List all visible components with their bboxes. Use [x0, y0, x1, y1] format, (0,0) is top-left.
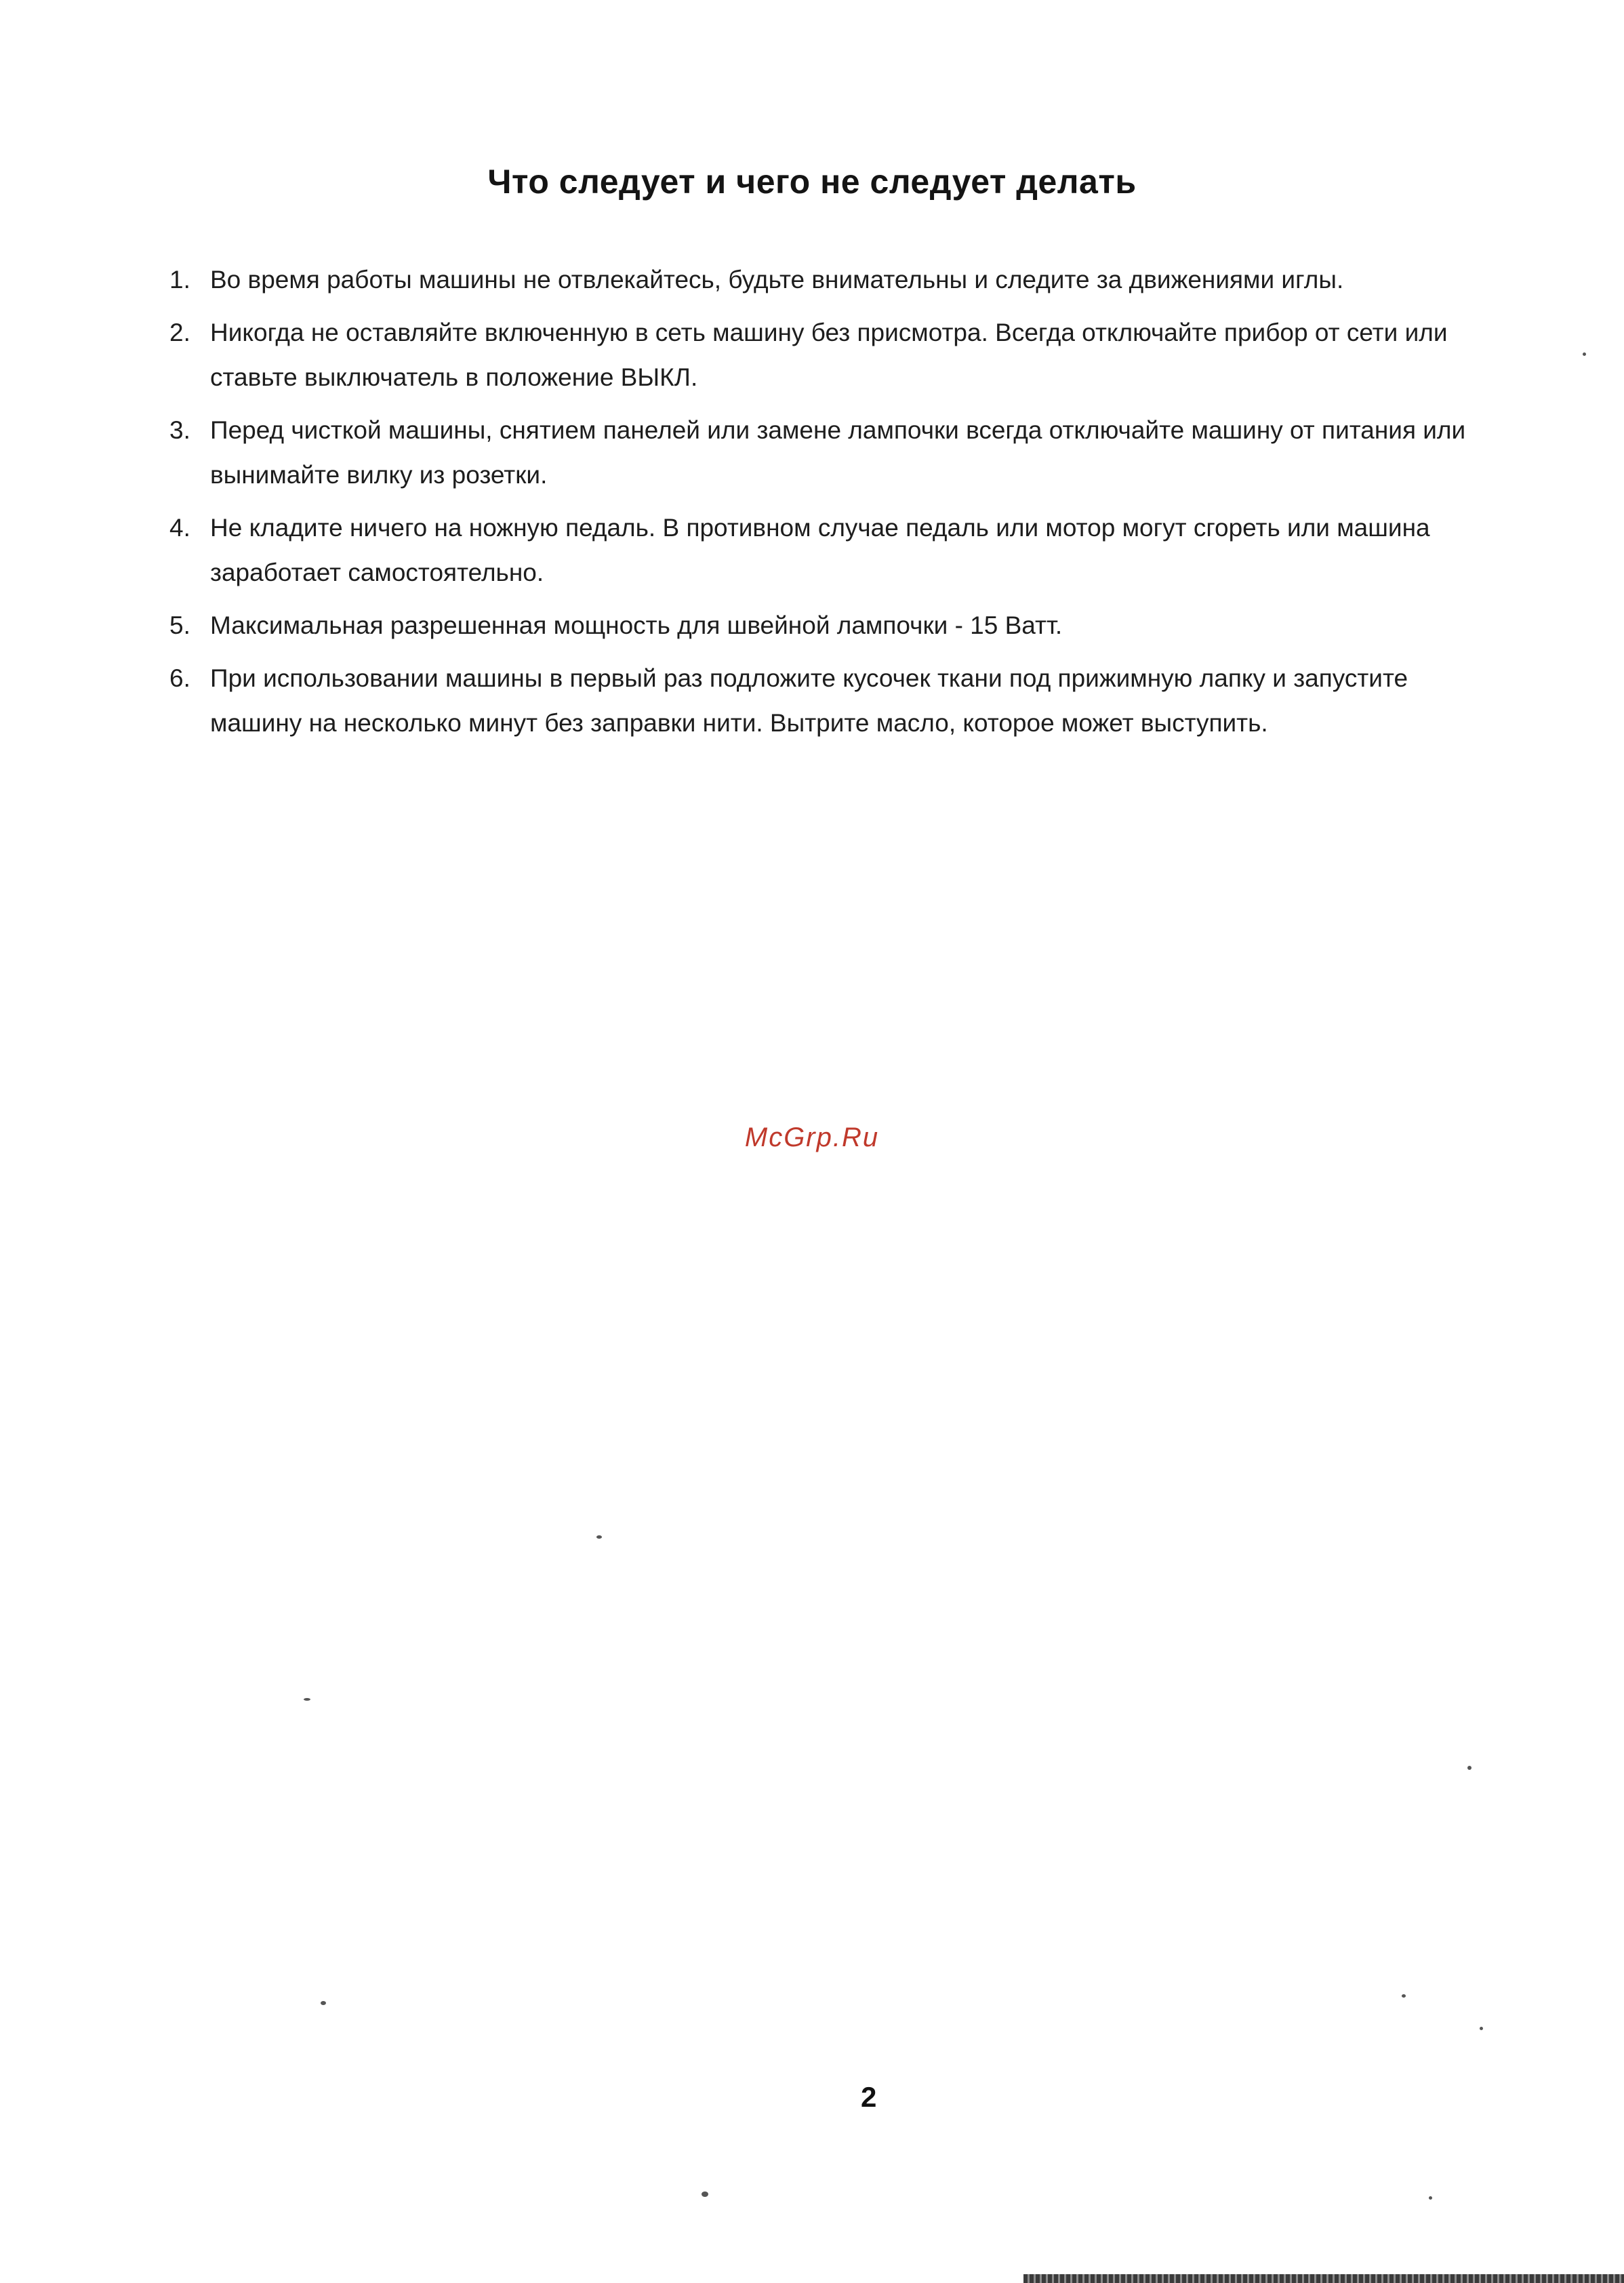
scan-speck — [1429, 2196, 1432, 2200]
list-item-text: Во время работы машины не отвлекайтесь, будьте внимательны и следите за движениями иглы. — [210, 266, 1344, 294]
scan-edge — [1023, 2274, 1624, 2283]
list-item-number: 3. — [169, 416, 190, 444]
list-item — [169, 506, 1498, 595]
list-item-text: Не кладите ничего на ножную педаль. В противном случае педаль или мотор могут сгореть или машина заработает самостоятельно. — [210, 514, 1430, 586]
scan-speck — [304, 1698, 310, 1701]
list-item-number: 6. — [169, 664, 190, 692]
list-item-number: 5. — [169, 611, 190, 639]
scan-speck — [702, 2191, 708, 2197]
list-item — [169, 408, 1498, 498]
list-item-text: Никогда не оставляйте включенную в сеть машину без присмотра. Всегда отключайте прибор от сети или ставьте выключатель в положение ВЫКЛ. — [210, 319, 1448, 391]
scan-speck — [321, 2001, 326, 2005]
list-item — [169, 258, 1498, 302]
list-item-number: 4. — [169, 514, 190, 542]
list-item — [169, 310, 1498, 400]
scan-speck — [1402, 1994, 1406, 1998]
page-number: 2 — [861, 2081, 877, 2113]
list-item — [169, 603, 1498, 648]
page-title: Что следует и чего не следует делать — [487, 162, 1137, 201]
list-item-number: 1. — [169, 266, 190, 294]
scan-speck — [1480, 2027, 1483, 2030]
scan-speck — [1467, 1766, 1471, 1770]
instructions-list — [169, 258, 1498, 754]
list-item-number: 2. — [169, 319, 190, 346]
list-item-text: Перед чисткой машины, снятием панелей или замене лампочки всегда отключайте машину от питания или вынимайте вилку из розетки. — [210, 416, 1466, 489]
list-item-text: Максимальная разрешенная мощность для швейной лампочки - 15 Ватт. — [210, 611, 1063, 639]
watermark-link[interactable]: McGrp.Ru — [744, 1123, 880, 1152]
list-item-text: При использовании машины в первый раз подложите кусочек ткани под прижимную лапку и запустите машину на несколько минут без заправки нити. Вытрите масло, которое может выступить. — [210, 664, 1408, 737]
scan-speck — [596, 1535, 602, 1539]
list-item — [169, 656, 1498, 746]
scan-speck — [1583, 352, 1586, 356]
